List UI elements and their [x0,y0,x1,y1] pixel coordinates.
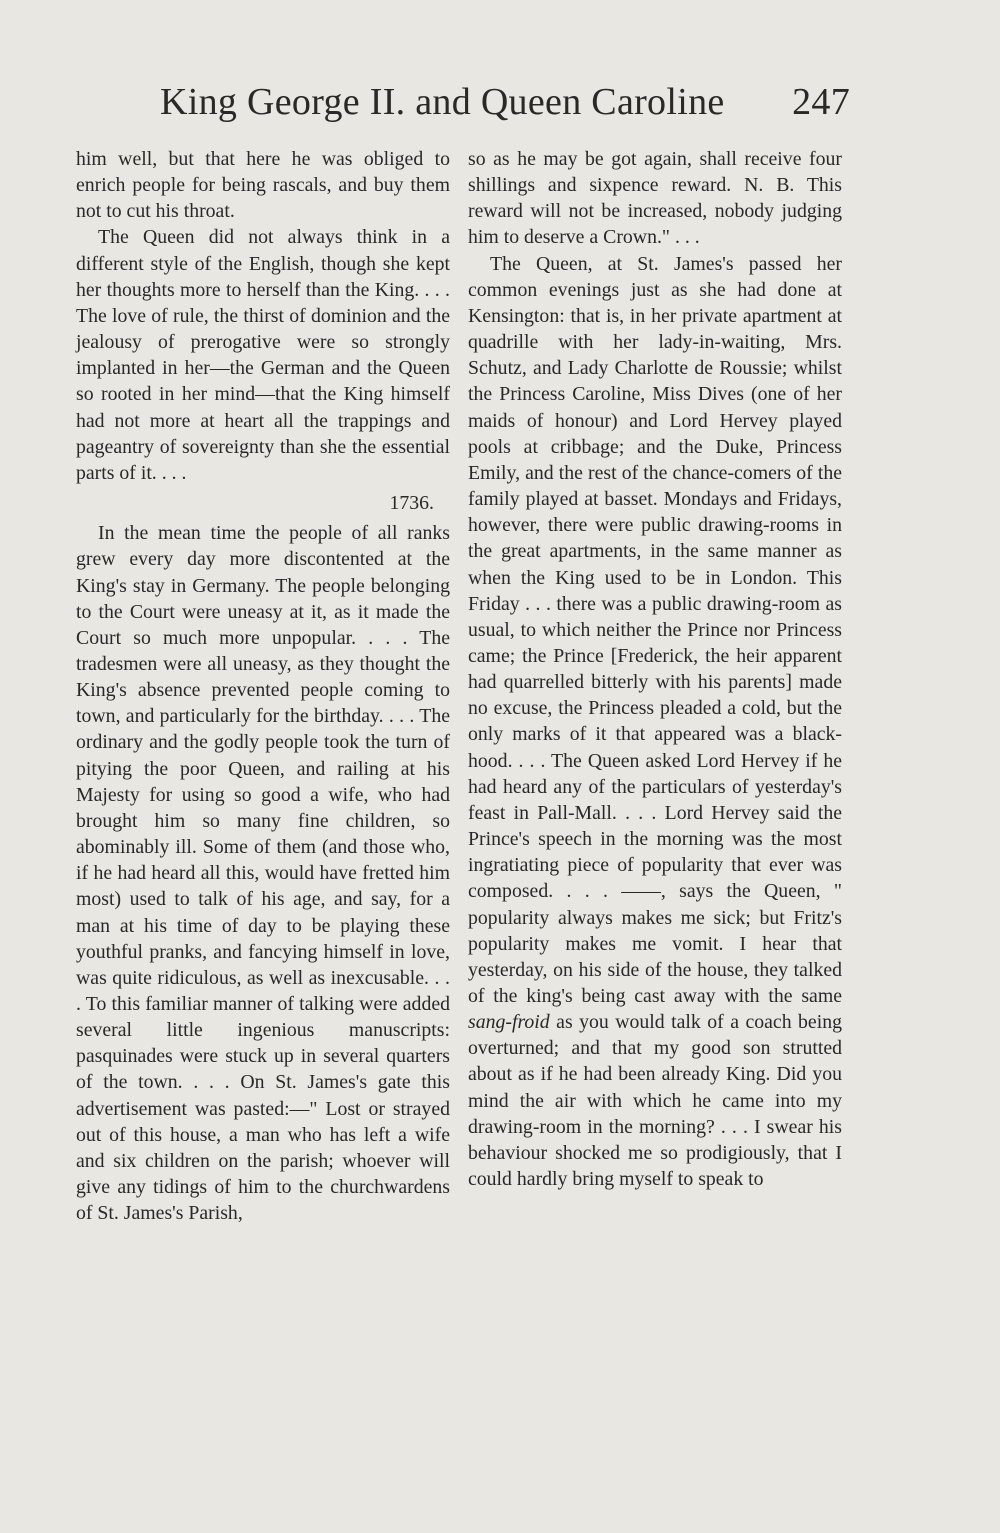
left-column [76,146,450,1226]
year-heading: 1736. [389,492,434,515]
paragraph-text: as you would talk of a coach being overturned; and that my good son strutted about as if he had been already King. Did you mind the air with which he came into my drawing-room in the morning? . . . I swear his behaviour shocked me so prodigiously, that I could hardly bring myself to speak to [468,1011,842,1191]
running-title: King George II. and Queen Caroline [160,81,725,123]
paragraph [468,251,842,1193]
paragraph: In the mean time the people of all ranks grew every day more discontented at the King's stay in Germany. The people belonging to the Court were uneasy at it, as it made the Court so much more unpopular. . . . The tradesmen were all uneasy, as they thought the King's absence prevented people coming to town, and particularly for the birthday. . . . The ordinary and the godly people took the turn of pitying the poor Queen, and railing at his Majesty for using so good a wife, who had brought him so many fine children, so abominably ill. Some of them (and those who, if he had heard all this, would have fretted him most) used to talk of his age, and say, for a man at his time of day to be playing these youthful pranks, and fancying himself in love, was quite ridiculous, as well as inexcusable. . . . To this familiar manner of talking were added several little ingenious manuscripts: pasquinades were stuck up in several quarters of the town. . . . On St. James's gate this advertisement was pasted:—" Lost or strayed out of this house, a man who has left a wife and six children on the parish; whoever will give any tidings of him to the churchwardens of St. James's Parish, [76,522,450,1225]
right-column [468,146,842,1192]
italic-phrase: sang-froid [468,1011,550,1034]
paragraph: The Queen did not always think in a different style of the English, though she kept her thoughts more to herself than the King. . . . The love of rule, the thirst of dominion and the jealousy of prerogative were so strongly implanted in her—the German and the Queen so rooted in her mind—that the King himself had not more at heart all the trappings and pageantry of sovereignty than she the essential parts of it. . . . [76,226,450,484]
paragraph: him well, but that here he was obliged to enrich people for being rascals, and buy them not to cut his throat. [76,148,450,223]
page-number: 247 [792,81,850,123]
paragraph: so as he may be got again, shall receive four shillings and sixpence reward. N. B. This reward will not be increased, nobody judging him to deserve a Crown." . . . [468,148,842,249]
running-header [160,80,850,130]
paragraph-text: The Queen, at St. James's passed her common evenings just as she had done at Kensington: that is, in her private apartment at quadrille with her lady-in-waiting, Mrs. Schutz, and Lady Charlotte de Roussie; whilst the Princess Caroline, Miss Dives (one of her maids of honour) and Lord Hervey played pools at cribbage; and the Duke, Princess Emily, and the rest of the chance-comers of the family played at basset. Mondays and Fridays, however, there were public drawing-rooms in the great apartments, in the same manner as when the King used to be in London. This Friday . . . there was a public drawing-room as usual, to which neither the Prince nor Princess came; the Prince [Frederick, the heir apparent had quarrelled bitterly with his parents] made no excuse, the Princess pleaded a cold, but the only marks of it that appeared was a black-hood. . . . The Queen asked Lord Hervey if he had heard any of the particulars of yesterday's feast in Pall-Mall. . . . Lord Hervey said the Prince's speech in the morning was the most ingratiating piece of popularity that ever was composed. . . . ——, says the Queen, " popularity always makes me sick; but Fritz's popularity makes me vomit. I hear that yesterday, on his side of the house, they talked of the king's being cast away with the same [468,252,842,1007]
